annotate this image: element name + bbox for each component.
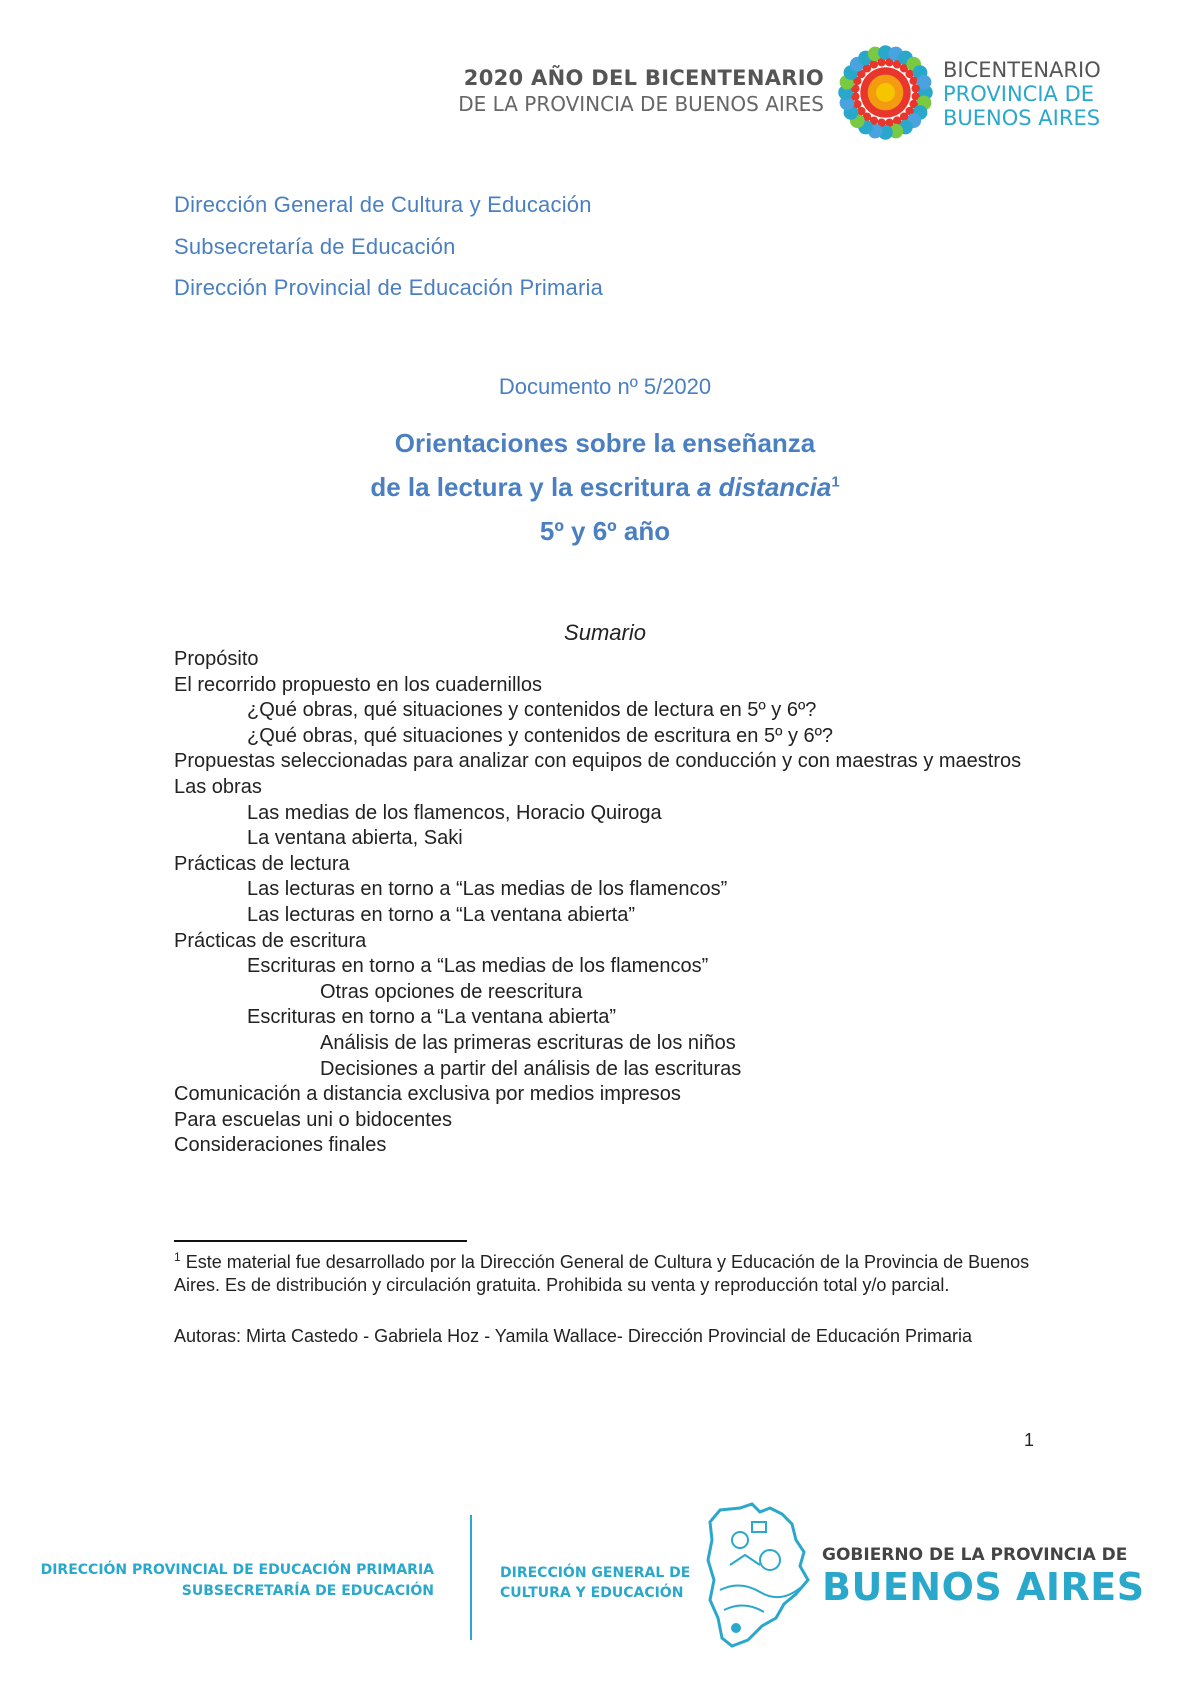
title-line2-italic: a distancia (696, 472, 832, 502)
org-line-subsecretaria: Subsecretaría de Educación (174, 234, 456, 259)
footer-left-line1: DIRECCIÓN PROVINCIAL DE EDUCACIÓN PRIMARIA (40, 1562, 434, 1578)
bicentenary-line2: DE LA PROVINCIA DE BUENOS AIRES (458, 92, 824, 116)
sumario-item: Las medias de los flamencos, Horacio Quiroga (247, 801, 662, 824)
logo-text-line2: PROVINCIA DE (943, 82, 1095, 106)
footnote-separator (174, 1240, 467, 1242)
footnote-authors: Autoras: Mirta Castedo - Gabriela Hoz - Yamila Wallace- Dirección Provincial de Educación Primaria (174, 1326, 972, 1346)
sumario-item: Para escuelas uni o bidocentes (174, 1108, 452, 1131)
sumario-item: Las lecturas en torno a “La ventana abierta” (247, 903, 636, 926)
sumario-item: Comunicación a distancia exclusiva por medios impresos (174, 1083, 681, 1106)
sumario-item: ¿Qué obras, qué situaciones y contenidos de escritura en 5º y 6º? (247, 724, 834, 747)
page-number: 1 (1024, 1430, 1035, 1450)
footnote-body: Este material fue desarrollado por la Dirección General de Cultura y Educación de la Provincia de Buenos Aires. Es de distribución y circulación gratuita. Prohibida su venta y reproducción total y/o parcial. (174, 1252, 1030, 1295)
province-map-icon (700, 1500, 820, 1650)
sumario-item: Las obras (174, 775, 262, 798)
footnote-text (174, 1251, 1054, 1297)
sumario-item: Prácticas de lectura (174, 852, 350, 875)
footnote-marker: 1 (174, 1250, 181, 1264)
document-number: Documento nº 5/2020 (498, 374, 712, 399)
sumario-item: La ventana abierta, Saki (247, 827, 463, 850)
document-title-line3: 5º y 6º año (539, 516, 671, 546)
footer-gobierno (822, 1545, 1145, 1609)
bicentenario-logo-text (943, 58, 1101, 130)
sumario-heading: Sumario (564, 620, 646, 645)
title-footnote-ref[interactable]: 1 (831, 473, 840, 491)
sumario-item: Decisiones a partir del análisis de las escrituras (320, 1057, 742, 1080)
sumario-item: Las lecturas en torno a “Las medias de los flamencos” (247, 878, 728, 901)
sumario-item: Otras opciones de reescritura (320, 980, 583, 1003)
sumario-item: ¿Qué obras, qué situaciones y contenidos de lectura en 5º y 6º? (247, 699, 817, 722)
document-title-line2 (0, 472, 1200, 503)
title-line2-prefix: de la lectura y la escritura (370, 472, 697, 502)
bicentenary-line1: 2020 AÑO DEL BICENTENARIO (463, 66, 824, 90)
footer-mid-line2: CULTURA Y EDUCACIÓN (500, 1585, 684, 1601)
logo-text-line3: BUENOS AIRES (943, 106, 1101, 130)
sumario-item: El recorrido propuesto en los cuadernillos (174, 673, 542, 696)
org-line-dgce: Dirección General de Cultura y Educación (174, 192, 592, 217)
logo-text-line1: BICENTENARIO (943, 58, 1101, 82)
footer-right-line1: GOBIERNO DE LA PROVINCIA DE (822, 1545, 1128, 1565)
document-title-line1: Orientaciones sobre la enseñanza (394, 428, 816, 458)
footer-mid-line1: DIRECCIÓN GENERAL DE (500, 1565, 691, 1581)
sumario-item: Análisis de las primeras escrituras de los niños (320, 1031, 736, 1054)
sun-logo-icon (833, 40, 938, 145)
footer-left-line2: SUBSECRETARÍA DE EDUCACIÓN (181, 1583, 434, 1599)
footer-divider (470, 1515, 472, 1640)
footer-right-line2: BUENOS AIRES (822, 1565, 1145, 1609)
sumario-item: Propósito (174, 648, 259, 670)
sumario-item: Escrituras en torno a “Las medias de los flamencos” (247, 955, 709, 978)
sumario-item: Prácticas de escritura (174, 929, 367, 952)
sumario-list (174, 647, 1054, 1159)
sumario-item: Propuestas seleccionadas para analizar con equipos de conducción y con maestras y maestros (174, 750, 1022, 773)
footer-dpep (41, 1560, 434, 1602)
org-line-dpep: Dirección Provincial de Educación Primaria (174, 275, 604, 300)
sumario-item: Escrituras en torno a “La ventana abierta” (247, 1006, 617, 1029)
bicentenary-title (458, 66, 824, 116)
sumario-item: Consideraciones finales (174, 1134, 387, 1157)
footer-dgce (500, 1563, 690, 1603)
